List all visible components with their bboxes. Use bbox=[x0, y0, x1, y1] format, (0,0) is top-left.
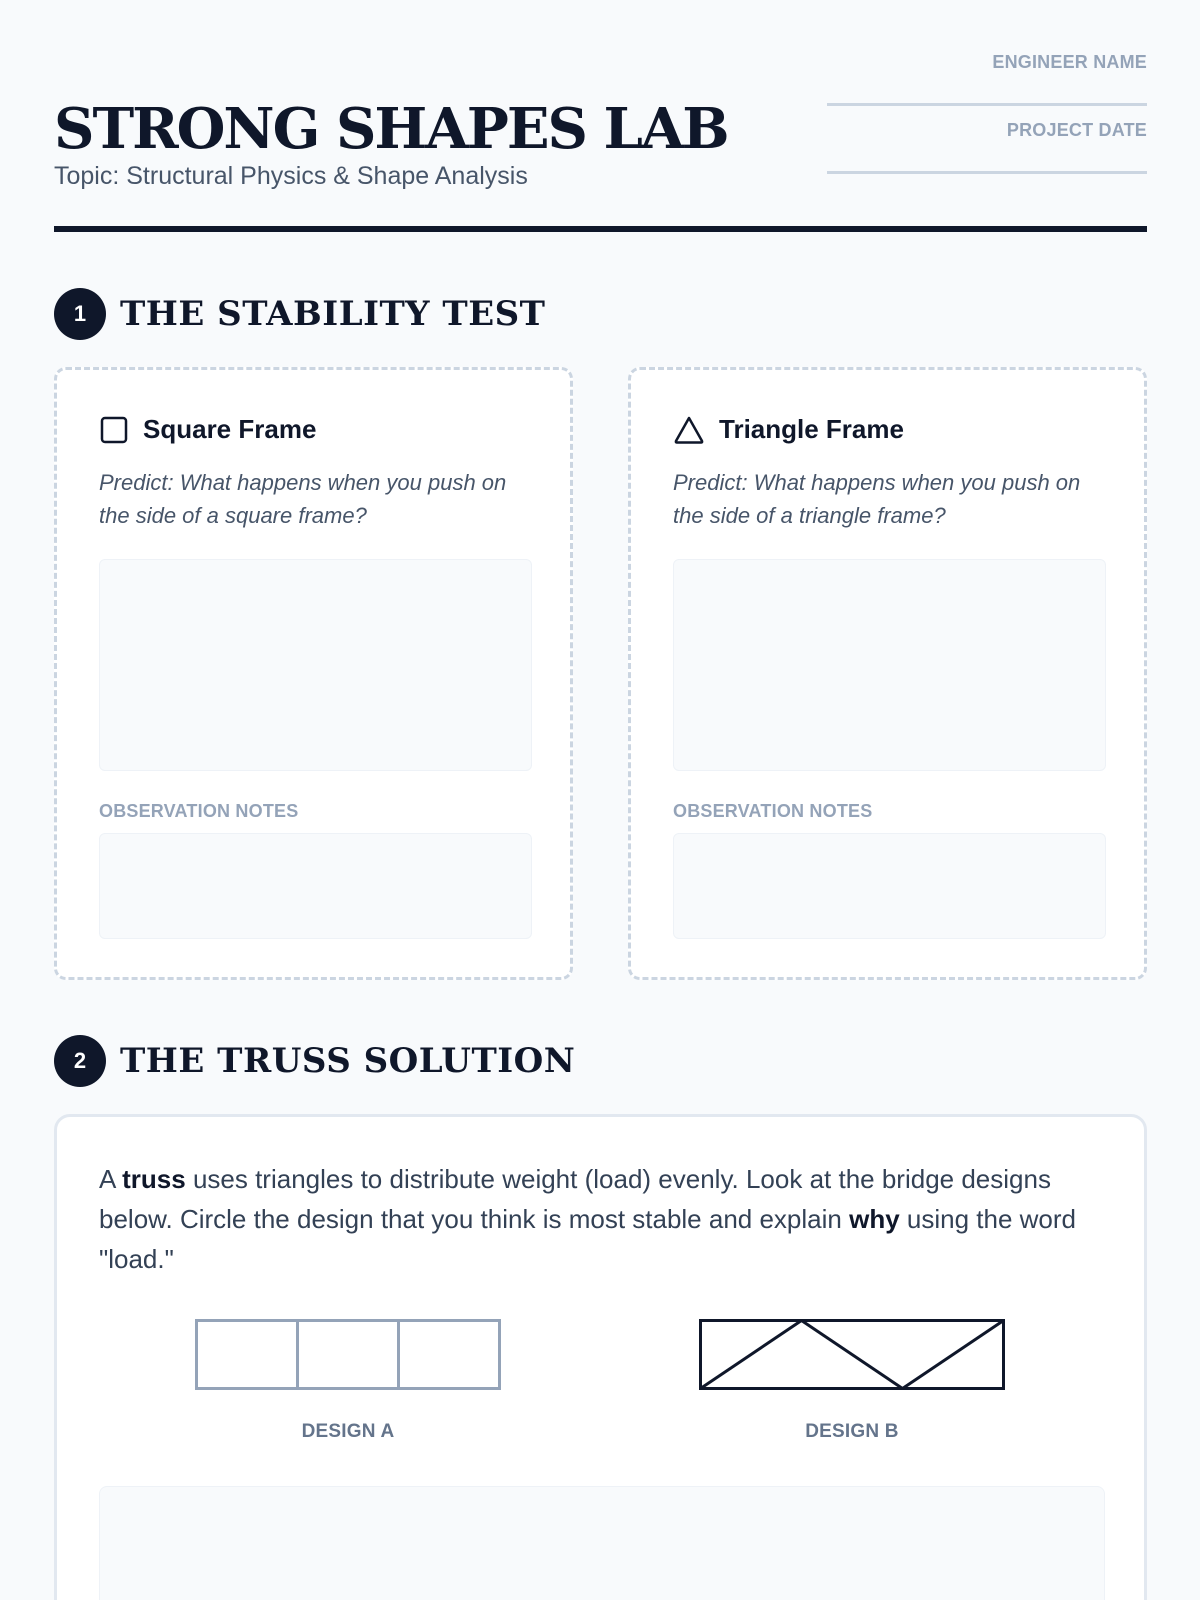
engineer-name-field[interactable] bbox=[827, 103, 1147, 106]
triangle-frame-prompt: Predict: What happens when you push on the side of a triangle frame? bbox=[673, 470, 1081, 528]
design-b-option[interactable] bbox=[692, 1319, 1012, 1443]
square-frame-prompt: Predict: What happens when you push on the side of a square frame? bbox=[99, 470, 507, 528]
section-1-number: 1 bbox=[54, 288, 106, 340]
design-b-label: DESIGN B bbox=[805, 1421, 899, 1442]
square-frame-card-header bbox=[99, 414, 316, 445]
design-a-label: DESIGN A bbox=[301, 1421, 395, 1442]
section-2-heading bbox=[54, 1035, 575, 1087]
triangle-observation-label: OBSERVATION NOTES bbox=[673, 801, 873, 821]
instructions-text: uses triangles to distribute weight (load) evenly. Look at the bridge designs below. Circle the design that you think is most stable and explain bbox=[99, 1164, 1051, 1234]
square-icon bbox=[99, 415, 129, 445]
worksheet-header bbox=[54, 0, 1147, 234]
truss-instructions bbox=[99, 1159, 1109, 1279]
design-a-diagram bbox=[195, 1319, 501, 1391]
header-divider bbox=[54, 226, 1147, 232]
instructions-emphasis-truss: truss bbox=[122, 1164, 186, 1194]
project-date-label: PROJECT DATE bbox=[1006, 120, 1147, 140]
square-frame-card bbox=[54, 367, 573, 980]
worksheet-page bbox=[54, 0, 1147, 1442]
section-1-title: THE STABILITY TEST bbox=[120, 294, 546, 334]
truss-panel bbox=[54, 1114, 1147, 1600]
engineer-name-label: ENGINEER NAME bbox=[992, 52, 1147, 72]
triangle-frame-card-header bbox=[673, 414, 904, 445]
triangle-prediction-answer-box[interactable] bbox=[673, 559, 1106, 771]
triangle-icon bbox=[673, 415, 705, 445]
page-subtitle: Topic: Structural Physics & Shape Analysis bbox=[54, 162, 528, 190]
truss-explanation-answer-box[interactable] bbox=[99, 1486, 1105, 1600]
header-fields bbox=[827, 52, 1147, 188]
section-2-title: THE TRUSS SOLUTION bbox=[120, 1041, 576, 1081]
design-b-diagram bbox=[699, 1319, 1005, 1391]
triangle-frame-card bbox=[628, 367, 1147, 980]
section-1-heading bbox=[54, 288, 545, 340]
instructions-emphasis-why: why bbox=[849, 1204, 900, 1234]
square-observation-label: OBSERVATION NOTES bbox=[99, 801, 299, 821]
design-a-option[interactable] bbox=[188, 1319, 508, 1443]
instructions-text: using the word "load." bbox=[99, 1204, 1076, 1274]
square-observation-notes-box[interactable] bbox=[99, 833, 532, 939]
page-title: STRONG SHAPES LAB bbox=[54, 96, 728, 162]
triangle-frame-title: Triangle Frame bbox=[719, 414, 904, 444]
square-prediction-answer-box[interactable] bbox=[99, 559, 532, 771]
section-2-number: 2 bbox=[54, 1035, 106, 1087]
square-frame-title: Square Frame bbox=[143, 414, 317, 444]
project-date-field[interactable] bbox=[827, 171, 1147, 174]
instructions-text: A bbox=[99, 1164, 123, 1194]
triangle-observation-notes-box[interactable] bbox=[673, 833, 1106, 939]
